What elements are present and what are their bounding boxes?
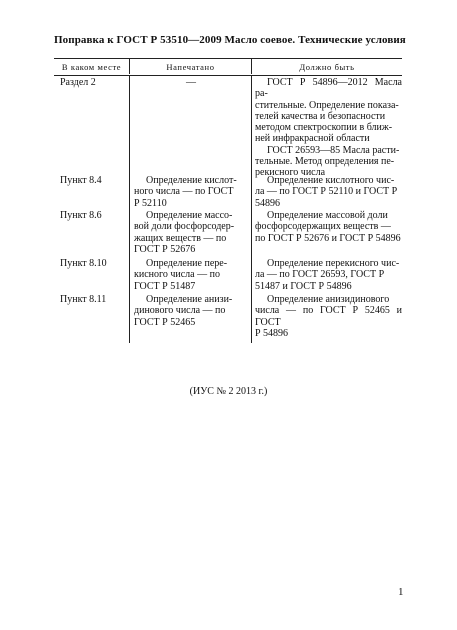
should-be-line: стительные. Определение показа- [255,99,399,111]
row-should-be [255,77,402,179]
column-divider-2 [251,75,252,343]
should-be-line: 54896 [255,197,280,209]
should-be-line: Определение кислотного чис- [267,175,395,186]
printed-line: ГОСТ Р 52465 [134,316,196,328]
correction-table [54,58,402,339]
printed-line: вой доли фосфорсодер- [134,221,235,233]
should-be-line: ГОСТ Р 54896—2012 Масла ра- [255,77,402,100]
should-be-line: телей качества и безопасности [255,110,386,122]
row-should-be [255,210,402,244]
printed-line: Определение анизи- [146,294,233,305]
printed-line: динового числа — по [134,305,226,317]
printed-line: Р 52110 [134,197,167,209]
row-should-be [255,175,402,209]
should-be-line: Определение перекисного чис- [267,258,400,269]
printed-line: жащих веществ — по [134,232,227,244]
row-printed [134,258,248,292]
row-printed [134,294,248,328]
printed-line: Определение кислот- [146,175,237,186]
should-be-line: фосфорсодержащих веществ — [255,221,391,233]
should-be-line: Р 54896 [255,327,289,339]
footer-note: (ИУС № 2 2013 г.) [189,386,268,397]
should-be-line: Определение анизидинового [267,294,390,305]
header-divider-2 [251,58,252,74]
header-printed: Напечатано [166,62,215,72]
should-be-line: 51487 и ГОСТ Р 54896 [255,280,352,292]
column-divider-1 [129,75,130,343]
header-should-be: Должно быть [299,62,355,72]
header-place: В каком месте [61,62,122,72]
row-printed [134,175,248,209]
row-place: Пункт 8.6 [60,210,102,221]
printed-line: Определение пере- [146,258,228,269]
row-place: Пункт 8.10 [60,258,107,269]
should-be-line: ла — по ГОСТ 26593, ГОСТ Р [255,269,385,281]
printed-line: Определение массо- [146,210,233,221]
should-be-line: ГОСТ 26593—85 Масла расти- [267,144,400,156]
should-be-line: методом спектроскопии в ближ- [255,122,393,134]
should-be-line: по ГОСТ Р 52676 и ГОСТ Р 54896 [255,232,401,244]
document-title: Поправка к ГОСТ Р 53510—2009 Масло соевое. Технические условия [54,34,406,46]
row-place: Раздел 2 [60,77,96,88]
should-be-line: Определение массовой доли [267,210,388,221]
should-be-line: тельные. Метод определения пе- [255,156,395,168]
row-printed [134,77,248,88]
printed-line: кисного числа — по [134,269,220,281]
printed-line: ГОСТ Р 52676 [134,243,196,255]
printed-line: ГОСТ Р 51487 [134,280,196,292]
table-header [54,58,402,76]
row-should-be [255,258,402,292]
should-be-line: ла — по ГОСТ Р 52110 и ГОСТ Р [255,186,398,198]
row-should-be [255,294,402,339]
page-number: 1 [398,586,404,598]
header-divider-1 [129,58,130,74]
should-be-line: ней инфракрасной области [255,133,370,145]
should-be-line: числа — по ГОСТ Р 52465 и ГОСТ [255,305,402,328]
row-place: Пункт 8.11 [60,294,107,305]
should-be-line: рекисного числа [255,167,326,179]
printed-line: ного числа — по ГОСТ [134,186,234,198]
row-place: Пункт 8.4 [60,175,102,186]
row-printed [134,210,248,255]
printed-line: — [186,77,196,88]
